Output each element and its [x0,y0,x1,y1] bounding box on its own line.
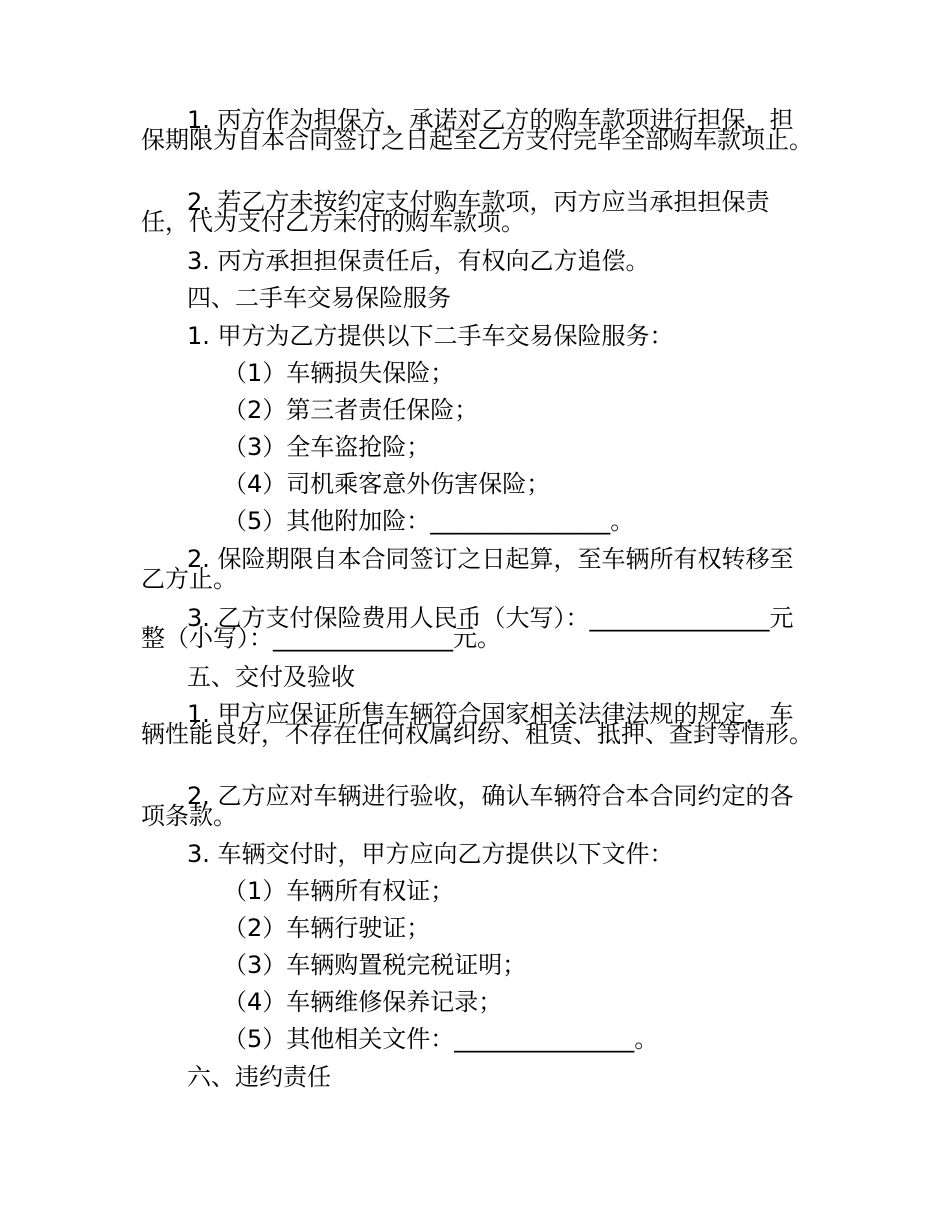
document-item-1: （1）车辆所有权证； [223,877,455,905]
section-heading-delivery: 五、交付及验收 [187,663,355,691]
insurance-clause-3: 3. 乙方支付保险费用人民币（大写）：_______________元整（小写）：_______________元。 [141,604,794,652]
document-item-2: （2）车辆行驶证； [223,914,431,942]
insurance-item-4: （4）司机乘客意外伤害保险； [223,470,551,498]
insurance-item-2: （2）第三者责任保险； [223,396,479,424]
delivery-clause-3: 3. 车辆交付时，甲方应向乙方提供以下文件： [187,840,674,868]
document-item-4: （4）车辆维修保养记录； [223,988,503,1016]
section-heading-insurance: 四、二手车交易保险服务 [187,284,451,312]
delivery-clause-1: 1. 甲方应保证所售车辆符合国家相关法律法规的规定，车辆性能良好，不存在任何权属纠纷、租赁、抵押、查封等情形。 [141,700,813,748]
document-item-3: （3）车辆购置税完税证明； [223,951,527,979]
document-item-5: （5）其他相关文件：_______________。 [223,1025,659,1053]
guarantee-clause-1: 1. 丙方作为担保方，承诺对乙方的购车款项进行担保，担保期限为自本合同签订之日起至乙方支付完毕全部购车款项止。 [141,106,813,154]
guarantee-clause-2: 2. 若乙方未按约定支付购车款项，丙方应当承担担保责任，代为支付乙方未付的购车款项。 [141,188,770,236]
insurance-clause-1: 1. 甲方为乙方提供以下二手车交易保险服务： [187,322,674,350]
guarantee-clause-3: 3. 丙方承担担保责任后，有权向乙方追偿。 [187,247,650,275]
insurance-item-5: （5）其他附加险：_______________。 [223,507,635,535]
insurance-clause-2: 2. 保险期限自本合同签订之日起算，至车辆所有权转移至乙方止。 [141,545,794,593]
insurance-item-3: （3）全车盗抢险； [223,433,431,461]
insurance-item-1: （1）车辆损失保险； [223,359,455,387]
section-heading-liability: 六、违约责任 [187,1063,331,1091]
delivery-clause-2: 2. 乙方应对车辆进行验收，确认车辆符合本合同约定的各项条款。 [141,782,794,830]
